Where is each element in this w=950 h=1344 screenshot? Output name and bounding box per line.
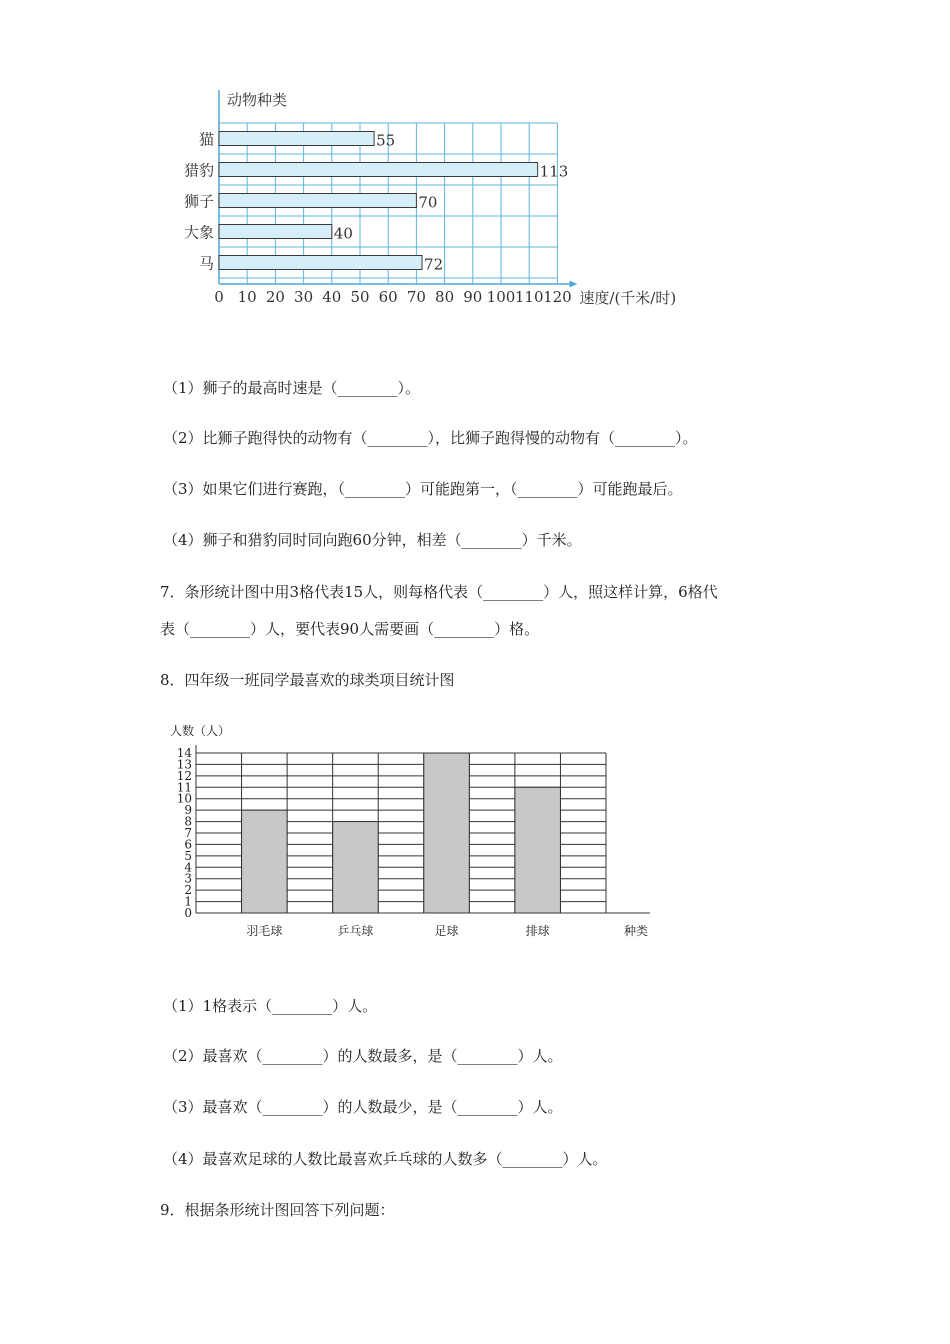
y-tick-label: 11 xyxy=(176,780,192,795)
y-tick-label: 1 xyxy=(184,894,192,909)
x-tick-label: 0 xyxy=(214,288,224,306)
x-tick-label: 100 xyxy=(486,288,516,306)
bar xyxy=(219,132,374,146)
y-tick-label: 0 xyxy=(184,906,192,920)
y-tick-label: 3 xyxy=(184,871,192,886)
x-tick-label: 60 xyxy=(378,288,398,306)
y-tick-label: 4 xyxy=(184,860,192,875)
category-label: 羽毛球 xyxy=(246,924,283,938)
y-tick-label: 10 xyxy=(176,791,192,806)
q6-question-3: （3）如果它们进行赛跑，（________）可能跑第一，（________）可能跑最后。 xyxy=(163,480,683,498)
value-label: 40 xyxy=(333,224,353,243)
y-axis-label: 人数（人） xyxy=(170,724,231,738)
value-label: 113 xyxy=(539,162,569,181)
x-tick-label: 30 xyxy=(294,288,314,306)
x-tick-label: 110 xyxy=(514,288,544,306)
category-label: 猎豹 xyxy=(183,161,214,180)
bar xyxy=(333,822,379,913)
bar xyxy=(219,163,538,177)
x-tick-label: 70 xyxy=(406,288,426,306)
q8-title: 8．四年级一班同学最喜欢的球类项目统计图 xyxy=(160,671,455,689)
category-label: 狮子 xyxy=(183,192,214,211)
x-tick-label: 40 xyxy=(322,288,342,306)
bar xyxy=(424,753,470,913)
q7-line-1: 7．条形统计图中用3格代表15人，则每格代表（________）人，照这样计算，6格代 xyxy=(160,583,718,601)
y-tick-label: 7 xyxy=(184,826,192,840)
bar xyxy=(219,194,416,208)
x-axis-label: 速度/(千米/时) xyxy=(579,289,677,307)
x-tick-label: 120 xyxy=(543,288,572,306)
q8-question-1: （1）1格表示（________）人。 xyxy=(163,997,378,1015)
x-axis-label: 种类 xyxy=(623,924,649,938)
ball-sports-chart xyxy=(160,715,670,950)
category-label: 乒乓球 xyxy=(337,924,374,938)
y-tick-label: 9 xyxy=(184,803,192,818)
y-tick-label: 8 xyxy=(184,814,192,829)
value-label: 72 xyxy=(424,255,444,274)
y-tick-label: 14 xyxy=(176,746,192,760)
x-tick-label: 50 xyxy=(350,288,370,306)
x-tick-label: 20 xyxy=(265,288,285,306)
value-label: 70 xyxy=(418,193,438,212)
category-label: 大象 xyxy=(183,223,214,242)
y-tick-label: 6 xyxy=(184,837,192,852)
category-label: 猫 xyxy=(198,130,214,149)
q6-question-4: （4）狮子和猎豹同时同向跑60分钟，相差（________）千米。 xyxy=(163,531,582,549)
animal-speed-chart xyxy=(160,80,720,330)
x-tick-label: 80 xyxy=(435,288,455,306)
x-tick-label: 10 xyxy=(237,288,257,306)
q8-question-2: （2）最喜欢（________）的人数最多，是（________）人。 xyxy=(163,1047,563,1065)
bar xyxy=(219,256,422,270)
y-axis-label: 动物种类 xyxy=(227,91,288,109)
q6-question-2: （2）比狮子跑得快的动物有（________），比狮子跑得慢的动物有（________）。 xyxy=(163,429,698,447)
y-tick-label: 12 xyxy=(176,768,192,783)
y-tick-label: 13 xyxy=(176,757,192,772)
y-tick-label: 2 xyxy=(184,883,192,898)
q8-question-4: （4）最喜欢足球的人数比最喜欢乒乓球的人数多（________）人。 xyxy=(163,1150,608,1168)
bar xyxy=(515,787,561,913)
category-label: 马 xyxy=(198,254,214,273)
q6-question-1: （1）狮子的最高时速是（________）。 xyxy=(163,379,421,397)
category-label: 足球 xyxy=(434,924,459,938)
category-label: 排球 xyxy=(525,924,550,938)
value-label: 55 xyxy=(376,131,396,150)
bar xyxy=(219,225,332,239)
q8-question-3: （3）最喜欢（________）的人数最少，是（________）人。 xyxy=(163,1098,563,1116)
q9-title: 9．根据条形统计图回答下列问题： xyxy=(160,1201,395,1219)
q7-line-2: 表（________）人，要代表90人需要画（________）格。 xyxy=(160,620,540,638)
y-tick-label: 5 xyxy=(184,848,192,863)
x-tick-label: 90 xyxy=(463,288,483,306)
bar xyxy=(242,810,288,913)
x-axis-arrow-icon xyxy=(569,281,577,288)
